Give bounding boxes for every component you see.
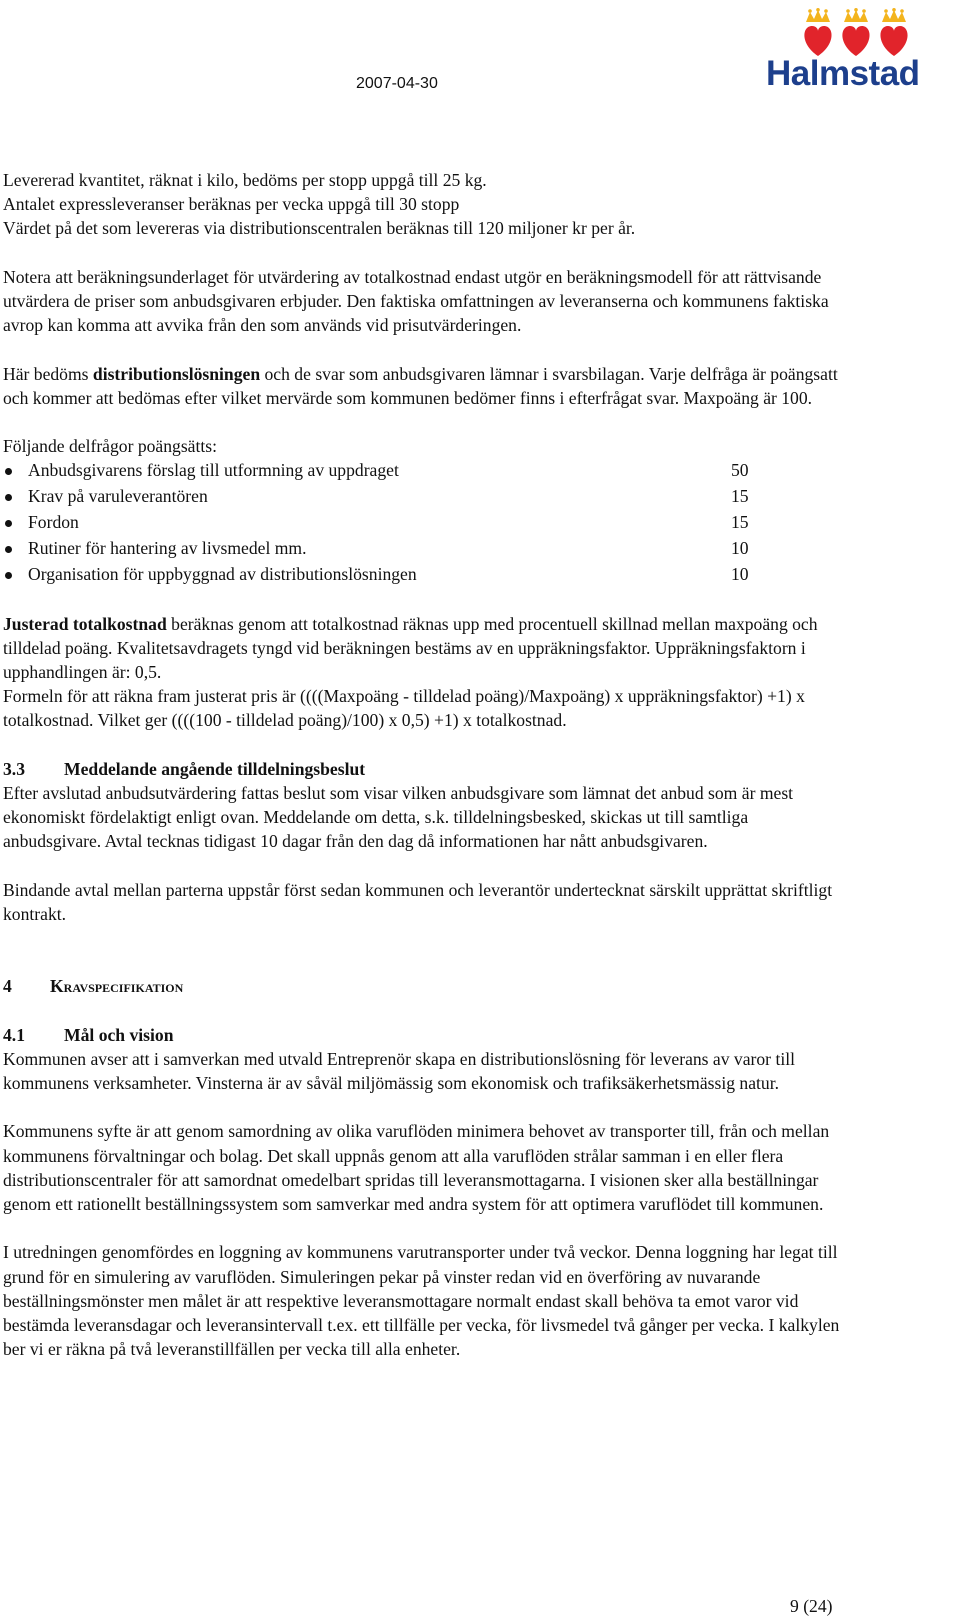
criterion-points: 10: [731, 537, 749, 558]
bindande-paragraph: Bindande avtal mellan parterna uppstår först sedan kommunen och leverantör undertecknat särskilt upprättat skriftligt kontrakt.: [3, 879, 833, 924]
header-date: 2007-04-30: [356, 75, 438, 92]
list-item: [3, 458, 843, 484]
list-item: [3, 536, 843, 562]
page-content: [3, 168, 843, 1361]
section-4-title: Kravspecifikation: [50, 976, 184, 997]
intro-line-2: Antalet expressleveranser beräknas per vecka uppgå till 30 stopp: [3, 194, 460, 215]
criterion-label: Fordon: [28, 511, 79, 532]
page-number: 9 (24): [790, 1596, 833, 1616]
list-item: [3, 510, 843, 536]
bedoms-bold: distributionslösningen: [92, 363, 261, 384]
criterion-points: 15: [731, 511, 749, 532]
notera-paragraph: Notera att beräkningsunderlaget för utvärdering av totalkostnad endast utgör en beräkningsmodell för att rättvisande utvärdera de priser som anbudsgivaren erbjuder. Den faktiska omfattningen av leveranserna och kommunens faktiska avrop kan komma att avvika från den som används vid prisutvärderingen.: [3, 266, 829, 336]
section-3-3-heading: [3, 757, 843, 781]
bedoms-pre: Här bedöms: [3, 363, 93, 384]
crown-hearts-icon: [766, 8, 952, 58]
list-intro: Följande delfrågor poängsätts:: [3, 436, 218, 457]
intro-line-1: Levererad kvantitet, räknat i kilo, bedöms per stopp uppgå till 25 kg.: [3, 170, 487, 190]
section-3-3-text: Efter avslutad anbudsutvärdering fattas beslut som visar vilken anbudsgivare som lämnat det anbud som är mest ekonomiskt fördelaktigt enligt ovan. Meddelande om detta, s.k. tilldelningsbesked, skickas ut till samtliga anbudsgivare. Avtal tecknas tidigast 10 dagar från den dag då informationen har nått anbudsgivaren.: [3, 782, 794, 852]
bedoms-paragraph: [3, 362, 843, 410]
section-4-1-title: Mål och vision: [64, 1024, 174, 1045]
criterion-label: Krav på varuleverantören: [28, 486, 208, 507]
list-item: [3, 484, 843, 510]
bedoms-post: och de svar som anbudsgivaren lämnar i svarsbilagan. Varje delfråga är poängsatt och kommer att bedömas efter vilket mervärde som kommunen bedömer finns i efterfrågat svar. Maxpoäng är 100.: [3, 363, 838, 408]
halmstad-logo: [766, 8, 952, 94]
section-4-1-heading: [3, 1023, 843, 1047]
formel-paragraph: Formeln för att räkna fram justerat pris är ((((Maxpoäng - tilldelad poäng)/Maxpoäng) x uppräkningsfaktor) +1) x totalkostnad. Vilket ger ((((100 - tilldelad poäng)/100) x 0,5) +1) x totalkostnad.: [3, 686, 805, 731]
criterion-label: Anbudsgivarens förslag till utformning av uppdraget: [28, 460, 399, 481]
criterion-points: 10: [731, 563, 749, 584]
section-3-3-number: 3.3: [3, 758, 25, 779]
logo-wordmark: Halmstad: [766, 54, 920, 93]
criterion-points: 50: [731, 460, 749, 481]
list-item: [3, 562, 843, 588]
criterion-points: 15: [731, 486, 749, 507]
intro-line-3: Värdet på det som levereras via distributionscentralen beräknas till 120 miljoner kr per år.: [3, 218, 636, 239]
justerad-bold: Justerad totalkostnad: [3, 613, 167, 634]
utredning-paragraph: I utredningen genomfördes en loggning av kommunens varutransporter under två veckor. Denna loggning har legat till grund för en simulering av varuflöden. Simuleringen pekar på vinster redan vid en överföring av nuvarande beställningsmönster men målet är att respektive leveransmottagare normalt endast skall behöva ta emot varor vid bestämda leveransdagar och leveransintervall t.ex. ett tillfälle per vecka, för livsmedel två gånger per vecka. I kalkylen ber vi er räkna på två leveranstillfällen per vecka till alla enheter.: [3, 1242, 840, 1360]
syfte-paragraph: Kommunens syfte är att genom samordning av olika varuflöden minimera behovet av transporter till, från och mellan kommunens förvaltningar och bolag. Det skall uppnås genom att alla varuflöden strålar samman i en eller flera distributionscentraler för att samordnat omedelbart spridas till leveransmottagarna. I visionen sker alla beställningar genom ett rationellt beställningssystem som samverkar med andra system för att optimera varuflödet till kommunen.: [3, 1121, 830, 1214]
section-4-1-text: Kommunen avser att i samverkan med utvald Entreprenör skapa en distributionslösning för leverans av varor till kommunens verksamheter. Vinsterna är av såväl miljömässig som ekonomisk och trafiksäkerhetsmässig natur.: [3, 1048, 795, 1093]
criterion-label: Organisation för uppbyggnad av distributionslösningen: [28, 563, 417, 584]
section-4-1-number: 4.1: [3, 1024, 25, 1045]
criteria-list: [3, 458, 843, 587]
section-4-heading: [3, 974, 843, 998]
section-3-3-title: Meddelande angående tilldelningsbeslut: [64, 758, 366, 779]
justerad-post: beräknas genom att totalkostnad räknas upp med procentuell skillnad mellan maxpoäng och tilldelad poäng. Kvalitetsavdragets tyngd vid beräkningen bestäms av en uppräkningsfaktor. Uppräkningsfaktorn i upphandlingen är: 0,5.: [3, 613, 818, 682]
criterion-label: Rutiner för hantering av livsmedel mm.: [28, 537, 307, 558]
justerad-paragraph: [3, 612, 843, 685]
section-4-number: 4: [3, 976, 12, 997]
